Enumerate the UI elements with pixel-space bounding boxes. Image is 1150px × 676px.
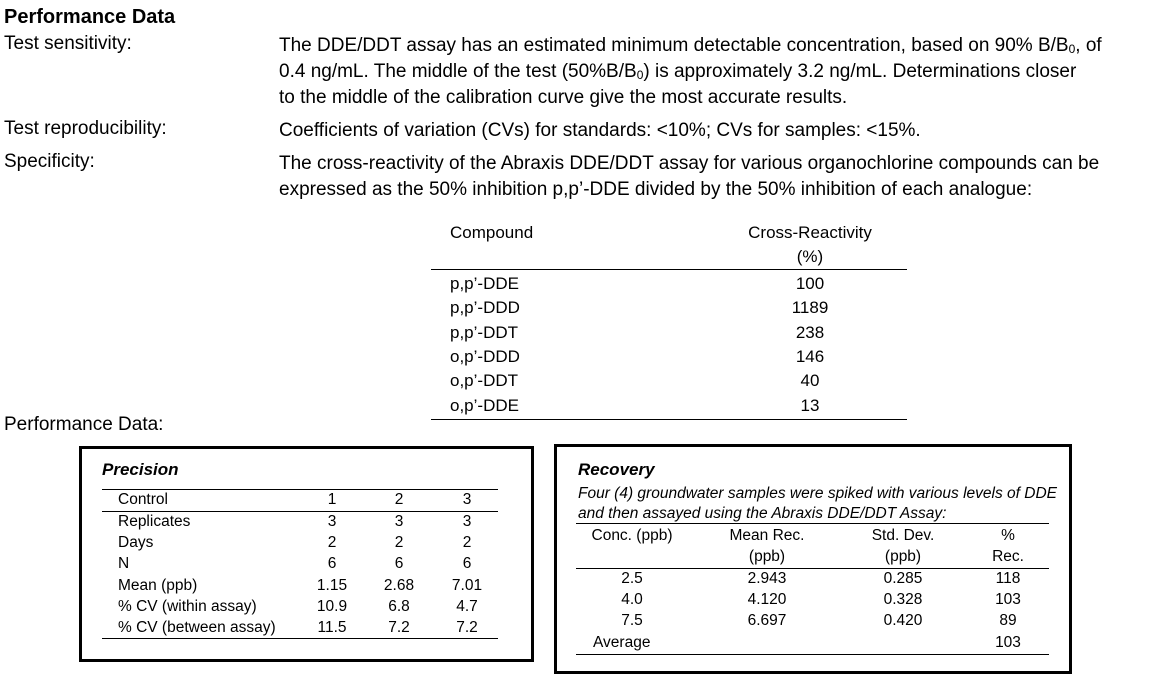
precision-cell: 2.68 (383, 576, 415, 594)
section-text-line (279, 85, 1147, 111)
precision-cell: 6.8 (388, 597, 410, 615)
recovery-header-cell: % (1001, 527, 1015, 544)
recovery-cell: 89 (999, 612, 1017, 630)
precision-cell: 4.7 (456, 597, 478, 615)
precision-rule-top (102, 489, 498, 490)
precision-cell: 2 (327, 534, 337, 552)
precision-cell: 6 (327, 555, 337, 573)
precision-cell: % CV (between assay) (118, 619, 276, 636)
section-label: Specificity: (4, 151, 95, 172)
recovery-cell: 0.285 (883, 570, 923, 587)
precision-cell: 2 (394, 534, 404, 552)
recovery-header-cell: (ppb) (884, 548, 922, 565)
recovery-header-cell: Mean Rec. (729, 527, 805, 544)
recovery-cell: 0.420 (883, 612, 923, 630)
section-text-line (279, 151, 1147, 177)
cross-reactivity-cell: 238 (795, 322, 825, 342)
header-compound: Compound (450, 223, 534, 242)
recovery-cell: 4.120 (747, 591, 787, 609)
precision-cell: 1.15 (316, 576, 348, 594)
table-row (431, 371, 907, 395)
precision-header-cell: 1 (327, 491, 337, 508)
subscript: 0 (636, 68, 644, 82)
table-rule-top (431, 269, 907, 270)
recovery-header-cell: Conc. (ppb) (591, 527, 673, 544)
compound-cell: o,p’-DDE (450, 395, 519, 415)
recovery-average-value: 103 (995, 634, 1021, 651)
performance-data-label: Performance Data: (4, 414, 164, 435)
precision-rule-bottom (102, 638, 498, 639)
section-label: Test reproducibility: (4, 118, 167, 139)
precision-cell: Mean (ppb) (118, 576, 198, 594)
text-run: 0.4 ng/mL. The middle of the test (50%B/B (279, 61, 637, 82)
precision-title: Precision (102, 460, 179, 479)
precision-cell: Days (118, 534, 154, 552)
recovery-cell: 2.943 (747, 570, 787, 587)
section-text-line (279, 118, 1147, 144)
text-run: expressed as the 50% inhibition p,p’-DDE divided by the 50% inhibition of each analogue: (279, 179, 1033, 200)
text-run: The cross-reactivity of the Abraxis DDE/DDT assay for various organochlorine compounds can be (279, 153, 1100, 174)
recovery-cell: 2.5 (621, 570, 643, 587)
section-label: Test sensitivity: (4, 33, 132, 54)
text-run: to the middle of the calibration curve give the most accurate results. (279, 87, 848, 108)
recovery-rule-top (576, 523, 1049, 524)
table-row (431, 298, 907, 322)
recovery-cell: 118 (995, 570, 1021, 587)
recovery-header-cell: Std. Dev. (871, 527, 935, 544)
recovery-cell: 6.697 (747, 612, 787, 630)
recovery-cell: 0.328 (883, 591, 923, 609)
precision-cell: 3 (462, 513, 472, 530)
precision-cell: N (118, 555, 130, 573)
compound-cell: o,p’-DDT (450, 371, 519, 391)
recovery-rule-bottom (576, 654, 1049, 655)
recovery-header-cell: (ppb) (748, 548, 786, 565)
precision-cell: 10.9 (316, 597, 348, 615)
precision-cell: 2 (462, 534, 472, 552)
cross-reactivity-cell: 1189 (791, 298, 829, 318)
table-row (431, 323, 907, 347)
precision-cell: 7.2 (388, 619, 410, 636)
precision-header-cell: 3 (462, 491, 472, 508)
compound-cell: o,p’-DDD (450, 346, 520, 366)
precision-cell: 6 (394, 555, 404, 573)
compound-cell: p,p’-DDE (450, 274, 519, 293)
compound-cell: p,p’-DDD (450, 298, 520, 318)
text-run: ) is approximately 3.2 ng/mL. Determinations closer (643, 61, 1077, 82)
recovery-header-cell: Rec. (992, 548, 1024, 565)
recovery-title: Recovery (578, 460, 655, 479)
cross-reactivity-cell: 40 (800, 371, 820, 391)
precision-cell: Replicates (118, 513, 191, 530)
recovery-description-line1: Four (4) groundwater samples were spiked with various levels of DDE (578, 485, 1057, 502)
text-run: , of (1075, 35, 1102, 56)
cross-reactivity-cell: 146 (795, 346, 825, 366)
precision-cell: 7.2 (456, 619, 478, 636)
precision-header-cell: Control (118, 491, 168, 508)
precision-cell: 7.01 (451, 576, 483, 594)
recovery-rule-mid (576, 568, 1049, 569)
precision-cell: 3 (327, 513, 337, 530)
section-text-line (279, 33, 1147, 59)
text-run: The DDE/DDT assay has an estimated minimum detectable concentration, based on 90% B/B (279, 35, 1069, 56)
table-row (431, 274, 907, 298)
recovery-description-line2: and then assayed using the Abraxis DDE/DDT Assay: (578, 505, 947, 522)
recovery-cell: 4.0 (621, 591, 643, 609)
recovery-cell: 7.5 (621, 612, 643, 630)
precision-cell: % CV (within assay) (118, 597, 257, 615)
header-percent: (%) (796, 247, 824, 266)
page-heading: Performance Data (4, 6, 176, 28)
precision-rule-mid (102, 511, 498, 512)
text-run: Coefficients of variation (CVs) for standards: <10%; CVs for samples: <15%. (279, 120, 921, 141)
cross-reactivity-cell: 100 (795, 274, 825, 293)
cross-reactivity-cell: 13 (800, 395, 820, 415)
table-rule-bottom (431, 419, 907, 420)
precision-header-cell: 2 (394, 491, 404, 508)
subscript: 0 (1068, 42, 1076, 56)
table-row (431, 396, 907, 420)
precision-cell: 6 (462, 555, 472, 573)
header-cross-reactivity: Cross-Reactivity (748, 223, 872, 242)
precision-cell: 3 (394, 513, 404, 530)
recovery-average-label: Average (593, 634, 651, 651)
section-text-line (279, 59, 1147, 85)
section-text-line (279, 177, 1147, 203)
table-row (431, 347, 907, 371)
compound-cell: p,p’-DDT (450, 322, 519, 342)
precision-cell: 11.5 (317, 619, 347, 636)
recovery-cell: 103 (995, 591, 1021, 609)
